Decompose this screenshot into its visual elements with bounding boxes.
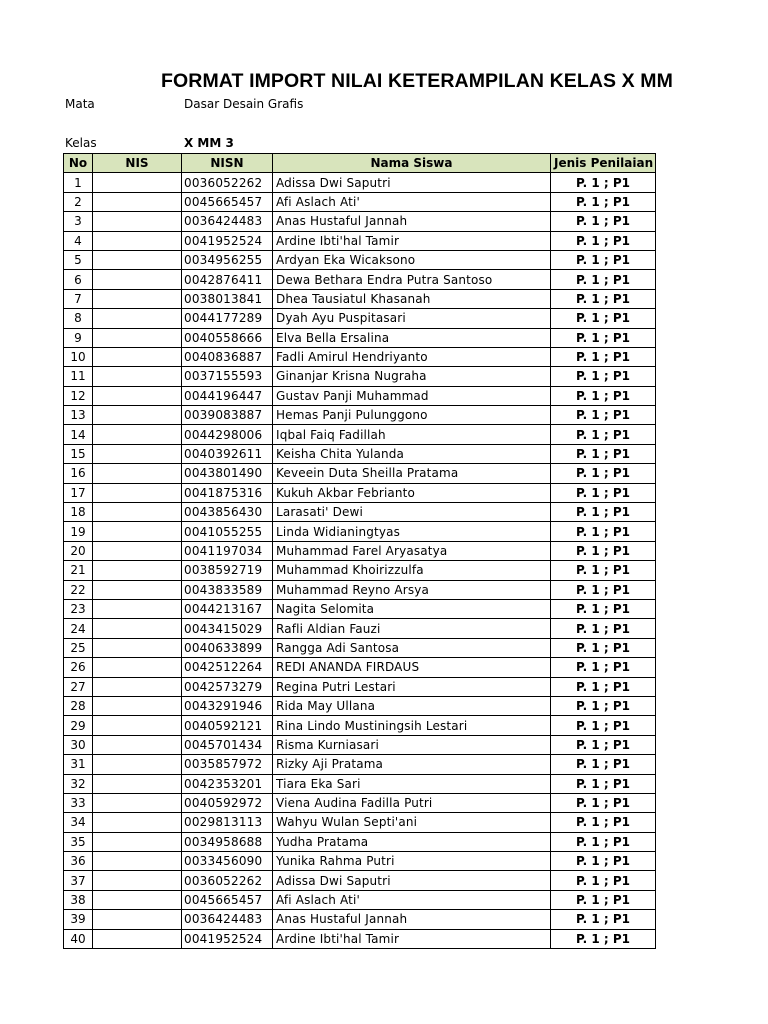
cell-nis bbox=[93, 173, 182, 192]
cell-jenis-penilaian: P. 1 ; P1 bbox=[551, 192, 656, 211]
table-row bbox=[64, 832, 656, 851]
cell-no: 22 bbox=[64, 580, 93, 599]
cell-nisn: 0043833589 bbox=[182, 580, 273, 599]
cell-jenis-penilaian: P. 1 ; P1 bbox=[551, 522, 656, 541]
cell-nisn: 0042573279 bbox=[182, 677, 273, 696]
cell-no: 24 bbox=[64, 619, 93, 638]
cell-jenis-penilaian: P. 1 ; P1 bbox=[551, 580, 656, 599]
cell-nama-siswa: Hemas Panji Pulunggono bbox=[273, 406, 551, 425]
cell-nisn: 0039083887 bbox=[182, 406, 273, 425]
cell-nisn: 0044177289 bbox=[182, 309, 273, 328]
cell-nisn: 0033456090 bbox=[182, 852, 273, 871]
table-row bbox=[64, 774, 656, 793]
cell-nis bbox=[93, 658, 182, 677]
cell-jenis-penilaian: P. 1 ; P1 bbox=[551, 250, 656, 269]
cell-no: 29 bbox=[64, 716, 93, 735]
cell-nama-siswa: Afi Aslach Ati' bbox=[273, 192, 551, 211]
cell-no: 3 bbox=[64, 212, 93, 231]
cell-nama-siswa: Dewa Bethara Endra Putra Santoso bbox=[273, 270, 551, 289]
cell-nisn: 0036424483 bbox=[182, 212, 273, 231]
cell-nama-siswa: Keveein Duta Sheilla Pratama bbox=[273, 464, 551, 483]
cell-nama-siswa: Afi Aslach Ati' bbox=[273, 890, 551, 909]
kelas-value: X MM 3 bbox=[184, 136, 234, 150]
header-no: No bbox=[64, 154, 93, 173]
cell-jenis-penilaian: P. 1 ; P1 bbox=[551, 347, 656, 366]
cell-jenis-penilaian: P. 1 ; P1 bbox=[551, 212, 656, 231]
cell-no: 7 bbox=[64, 289, 93, 308]
cell-no: 12 bbox=[64, 386, 93, 405]
cell-jenis-penilaian: P. 1 ; P1 bbox=[551, 289, 656, 308]
cell-nis bbox=[93, 929, 182, 948]
cell-nis bbox=[93, 774, 182, 793]
cell-jenis-penilaian: P. 1 ; P1 bbox=[551, 270, 656, 289]
cell-nis bbox=[93, 793, 182, 812]
cell-nama-siswa: Yunika Rahma Putri bbox=[273, 852, 551, 871]
cell-no: 6 bbox=[64, 270, 93, 289]
table-row bbox=[64, 871, 656, 890]
table-row bbox=[64, 813, 656, 832]
table-row bbox=[64, 793, 656, 812]
table-row bbox=[64, 289, 656, 308]
table-row bbox=[64, 250, 656, 269]
cell-nis bbox=[93, 599, 182, 618]
cell-jenis-penilaian: P. 1 ; P1 bbox=[551, 231, 656, 250]
cell-jenis-penilaian: P. 1 ; P1 bbox=[551, 619, 656, 638]
table-row bbox=[64, 910, 656, 929]
cell-jenis-penilaian: P. 1 ; P1 bbox=[551, 464, 656, 483]
table-row bbox=[64, 406, 656, 425]
cell-nisn: 0043801490 bbox=[182, 464, 273, 483]
cell-no: 33 bbox=[64, 793, 93, 812]
cell-nis bbox=[93, 483, 182, 502]
cell-jenis-penilaian: P. 1 ; P1 bbox=[551, 599, 656, 618]
cell-no: 19 bbox=[64, 522, 93, 541]
cell-nisn: 0045665457 bbox=[182, 192, 273, 211]
cell-nisn: 0041952524 bbox=[182, 231, 273, 250]
cell-nis bbox=[93, 677, 182, 696]
cell-jenis-penilaian: P. 1 ; P1 bbox=[551, 716, 656, 735]
table-row bbox=[64, 852, 656, 871]
cell-nama-siswa: Nagita Selomita bbox=[273, 599, 551, 618]
cell-nis bbox=[93, 910, 182, 929]
cell-nisn: 0043856430 bbox=[182, 503, 273, 522]
cell-nama-siswa: Muhammad Farel Aryasatya bbox=[273, 541, 551, 560]
header-nisn: NISN bbox=[182, 154, 273, 173]
table-row bbox=[64, 890, 656, 909]
cell-nisn: 0042353201 bbox=[182, 774, 273, 793]
cell-jenis-penilaian: P. 1 ; P1 bbox=[551, 871, 656, 890]
cell-nama-siswa: Risma Kurniasari bbox=[273, 735, 551, 754]
table-row bbox=[64, 212, 656, 231]
table-row bbox=[64, 580, 656, 599]
cell-nisn: 0040592121 bbox=[182, 716, 273, 735]
cell-nama-siswa: Regina Putri Lestari bbox=[273, 677, 551, 696]
cell-nis bbox=[93, 832, 182, 851]
cell-nisn: 0034956255 bbox=[182, 250, 273, 269]
table-row bbox=[64, 735, 656, 754]
cell-jenis-penilaian: P. 1 ; P1 bbox=[551, 910, 656, 929]
cell-jenis-penilaian: P. 1 ; P1 bbox=[551, 638, 656, 657]
cell-nama-siswa: Rida May Ullana bbox=[273, 696, 551, 715]
cell-no: 34 bbox=[64, 813, 93, 832]
cell-nama-siswa: Keisha Chita Yulanda bbox=[273, 444, 551, 463]
cell-nis bbox=[93, 871, 182, 890]
cell-jenis-penilaian: P. 1 ; P1 bbox=[551, 541, 656, 560]
cell-no: 9 bbox=[64, 328, 93, 347]
table-row bbox=[64, 561, 656, 580]
table-row bbox=[64, 619, 656, 638]
cell-jenis-penilaian: P. 1 ; P1 bbox=[551, 852, 656, 871]
cell-nisn: 0041197034 bbox=[182, 541, 273, 560]
cell-nis bbox=[93, 328, 182, 347]
cell-no: 32 bbox=[64, 774, 93, 793]
table-row bbox=[64, 231, 656, 250]
cell-no: 37 bbox=[64, 871, 93, 890]
table-row bbox=[64, 173, 656, 192]
cell-nis bbox=[93, 270, 182, 289]
table-row bbox=[64, 347, 656, 366]
cell-jenis-penilaian: P. 1 ; P1 bbox=[551, 793, 656, 812]
cell-no: 2 bbox=[64, 192, 93, 211]
cell-jenis-penilaian: P. 1 ; P1 bbox=[551, 813, 656, 832]
cell-nama-siswa: Iqbal Faiq Fadillah bbox=[273, 425, 551, 444]
cell-nisn: 0041952524 bbox=[182, 929, 273, 948]
cell-no: 39 bbox=[64, 910, 93, 929]
cell-nis bbox=[93, 638, 182, 657]
cell-jenis-penilaian: P. 1 ; P1 bbox=[551, 561, 656, 580]
cell-nisn: 0044196447 bbox=[182, 386, 273, 405]
cell-jenis-penilaian: P. 1 ; P1 bbox=[551, 386, 656, 405]
cell-no: 28 bbox=[64, 696, 93, 715]
cell-no: 25 bbox=[64, 638, 93, 657]
cell-no: 1 bbox=[64, 173, 93, 192]
table-row bbox=[64, 309, 656, 328]
cell-jenis-penilaian: P. 1 ; P1 bbox=[551, 735, 656, 754]
cell-no: 36 bbox=[64, 852, 93, 871]
cell-no: 18 bbox=[64, 503, 93, 522]
cell-nama-siswa: Ardine Ibti'hal Tamir bbox=[273, 929, 551, 948]
cell-no: 16 bbox=[64, 464, 93, 483]
cell-jenis-penilaian: P. 1 ; P1 bbox=[551, 444, 656, 463]
table-row bbox=[64, 658, 656, 677]
cell-nisn: 0029813113 bbox=[182, 813, 273, 832]
cell-no: 27 bbox=[64, 677, 93, 696]
cell-nis bbox=[93, 192, 182, 211]
cell-nisn: 0036052262 bbox=[182, 173, 273, 192]
table-row bbox=[64, 483, 656, 502]
table-row bbox=[64, 386, 656, 405]
cell-nama-siswa: Ardine Ibti'hal Tamir bbox=[273, 231, 551, 250]
cell-jenis-penilaian: P. 1 ; P1 bbox=[551, 406, 656, 425]
cell-no: 10 bbox=[64, 347, 93, 366]
cell-nis bbox=[93, 561, 182, 580]
table-row bbox=[64, 503, 656, 522]
cell-no: 35 bbox=[64, 832, 93, 851]
cell-nama-siswa: Wahyu Wulan Septi'ani bbox=[273, 813, 551, 832]
cell-nis bbox=[93, 464, 182, 483]
cell-nisn: 0038592719 bbox=[182, 561, 273, 580]
cell-nisn: 0040633899 bbox=[182, 638, 273, 657]
cell-nis bbox=[93, 541, 182, 560]
cell-nisn: 0041055255 bbox=[182, 522, 273, 541]
cell-nama-siswa: Tiara Eka Sari bbox=[273, 774, 551, 793]
table-row bbox=[64, 464, 656, 483]
cell-nis bbox=[93, 406, 182, 425]
cell-nama-siswa: Rizky Aji Pratama bbox=[273, 755, 551, 774]
cell-jenis-penilaian: P. 1 ; P1 bbox=[551, 929, 656, 948]
table-row bbox=[64, 270, 656, 289]
cell-no: 31 bbox=[64, 755, 93, 774]
cell-jenis-penilaian: P. 1 ; P1 bbox=[551, 696, 656, 715]
table-row bbox=[64, 425, 656, 444]
cell-nama-siswa: Rafli Aldian Fauzi bbox=[273, 619, 551, 638]
cell-nama-siswa: Anas Hustaful Jannah bbox=[273, 910, 551, 929]
cell-jenis-penilaian: P. 1 ; P1 bbox=[551, 425, 656, 444]
cell-jenis-penilaian: P. 1 ; P1 bbox=[551, 483, 656, 502]
cell-no: 13 bbox=[64, 406, 93, 425]
cell-nis bbox=[93, 444, 182, 463]
cell-no: 14 bbox=[64, 425, 93, 444]
cell-nama-siswa: Yudha Pratama bbox=[273, 832, 551, 851]
cell-nis bbox=[93, 425, 182, 444]
cell-nis bbox=[93, 250, 182, 269]
cell-nisn: 0040558666 bbox=[182, 328, 273, 347]
cell-nama-siswa: Kukuh Akbar Febrianto bbox=[273, 483, 551, 502]
cell-nis bbox=[93, 367, 182, 386]
cell-nama-siswa: Muhammad Khoirizzulfa bbox=[273, 561, 551, 580]
cell-nama-siswa: Ginanjar Krisna Nugraha bbox=[273, 367, 551, 386]
cell-no: 40 bbox=[64, 929, 93, 948]
cell-nisn: 0034958688 bbox=[182, 832, 273, 851]
cell-nis bbox=[93, 522, 182, 541]
table-row bbox=[64, 192, 656, 211]
table-row bbox=[64, 444, 656, 463]
cell-jenis-penilaian: P. 1 ; P1 bbox=[551, 173, 656, 192]
table-row bbox=[64, 367, 656, 386]
cell-nama-siswa: Muhammad Reyno Arsya bbox=[273, 580, 551, 599]
cell-no: 38 bbox=[64, 890, 93, 909]
cell-nama-siswa: Rina Lindo Mustiningsih Lestari bbox=[273, 716, 551, 735]
cell-jenis-penilaian: P. 1 ; P1 bbox=[551, 328, 656, 347]
cell-nis bbox=[93, 735, 182, 754]
cell-no: 8 bbox=[64, 309, 93, 328]
cell-nama-siswa: Viena Audina Fadilla Putri bbox=[273, 793, 551, 812]
cell-nisn: 0040392611 bbox=[182, 444, 273, 463]
cell-no: 17 bbox=[64, 483, 93, 502]
cell-nisn: 0043415029 bbox=[182, 619, 273, 638]
cell-nis bbox=[93, 212, 182, 231]
cell-nisn: 0035857972 bbox=[182, 755, 273, 774]
cell-jenis-penilaian: P. 1 ; P1 bbox=[551, 774, 656, 793]
cell-nisn: 0042876411 bbox=[182, 270, 273, 289]
cell-nis bbox=[93, 503, 182, 522]
header-jenis-penilaian: Jenis Penilaian bbox=[551, 154, 656, 173]
cell-nis bbox=[93, 347, 182, 366]
table-row bbox=[64, 541, 656, 560]
cell-nama-siswa: Dhea Tausiatul Khasanah bbox=[273, 289, 551, 308]
cell-nis bbox=[93, 289, 182, 308]
cell-no: 5 bbox=[64, 250, 93, 269]
mapel-label: Mata bbox=[65, 97, 95, 111]
cell-nisn: 0045665457 bbox=[182, 890, 273, 909]
cell-nama-siswa: Adissa Dwi Saputri bbox=[273, 871, 551, 890]
cell-nisn: 0036424483 bbox=[182, 910, 273, 929]
page-title: FORMAT IMPORT NILAI KETERAMPILAN KELAS X MM bbox=[161, 70, 673, 92]
cell-nisn: 0036052262 bbox=[182, 871, 273, 890]
cell-no: 26 bbox=[64, 658, 93, 677]
table-row bbox=[64, 929, 656, 948]
table-header-row bbox=[64, 154, 656, 173]
cell-nis bbox=[93, 619, 182, 638]
cell-nama-siswa: Gustav Panji Muhammad bbox=[273, 386, 551, 405]
cell-nis bbox=[93, 309, 182, 328]
cell-jenis-penilaian: P. 1 ; P1 bbox=[551, 309, 656, 328]
cell-nisn: 0044213167 bbox=[182, 599, 273, 618]
cell-nama-siswa: Larasati' Dewi bbox=[273, 503, 551, 522]
cell-jenis-penilaian: P. 1 ; P1 bbox=[551, 890, 656, 909]
cell-jenis-penilaian: P. 1 ; P1 bbox=[551, 503, 656, 522]
page-title-clip bbox=[0, 70, 768, 96]
cell-nisn: 0037155593 bbox=[182, 367, 273, 386]
cell-jenis-penilaian: P. 1 ; P1 bbox=[551, 832, 656, 851]
cell-nis bbox=[93, 580, 182, 599]
cell-nama-siswa: Fadli Amirul Hendriyanto bbox=[273, 347, 551, 366]
header-nama-siswa: Nama Siswa bbox=[273, 154, 551, 173]
cell-nisn: 0041875316 bbox=[182, 483, 273, 502]
cell-nama-siswa: Elva Bella Ersalina bbox=[273, 328, 551, 347]
mapel-value: Dasar Desain Grafis bbox=[184, 97, 304, 111]
cell-nisn: 0045701434 bbox=[182, 735, 273, 754]
cell-nisn: 0043291946 bbox=[182, 696, 273, 715]
cell-nis bbox=[93, 890, 182, 909]
table-row bbox=[64, 696, 656, 715]
cell-nama-siswa: Anas Hustaful Jannah bbox=[273, 212, 551, 231]
cell-nama-siswa: Adissa Dwi Saputri bbox=[273, 173, 551, 192]
table-row bbox=[64, 755, 656, 774]
cell-no: 15 bbox=[64, 444, 93, 463]
cell-nisn: 0042512264 bbox=[182, 658, 273, 677]
cell-nama-siswa: Rangga Adi Santosa bbox=[273, 638, 551, 657]
cell-no: 20 bbox=[64, 541, 93, 560]
cell-jenis-penilaian: P. 1 ; P1 bbox=[551, 677, 656, 696]
cell-jenis-penilaian: P. 1 ; P1 bbox=[551, 367, 656, 386]
header-nis: NIS bbox=[93, 154, 182, 173]
cell-jenis-penilaian: P. 1 ; P1 bbox=[551, 658, 656, 677]
cell-nisn: 0040836887 bbox=[182, 347, 273, 366]
table-row bbox=[64, 522, 656, 541]
cell-nama-siswa: Linda Widianingtyas bbox=[273, 522, 551, 541]
cell-nis bbox=[93, 386, 182, 405]
table-row bbox=[64, 716, 656, 735]
cell-no: 11 bbox=[64, 367, 93, 386]
cell-nis bbox=[93, 813, 182, 832]
cell-nisn: 0044298006 bbox=[182, 425, 273, 444]
cell-nis bbox=[93, 231, 182, 250]
cell-nis bbox=[93, 852, 182, 871]
cell-jenis-penilaian: P. 1 ; P1 bbox=[551, 755, 656, 774]
cell-nama-siswa: REDI ANANDA FIRDAUS bbox=[273, 658, 551, 677]
cell-no: 23 bbox=[64, 599, 93, 618]
cell-nis bbox=[93, 696, 182, 715]
cell-nis bbox=[93, 716, 182, 735]
cell-no: 4 bbox=[64, 231, 93, 250]
cell-nisn: 0038013841 bbox=[182, 289, 273, 308]
cell-nisn: 0040592972 bbox=[182, 793, 273, 812]
table-row bbox=[64, 599, 656, 618]
cell-nama-siswa: Dyah Ayu Puspitasari bbox=[273, 309, 551, 328]
table-row bbox=[64, 638, 656, 657]
cell-nis bbox=[93, 755, 182, 774]
student-table bbox=[63, 153, 656, 949]
cell-no: 30 bbox=[64, 735, 93, 754]
cell-no: 21 bbox=[64, 561, 93, 580]
table-row bbox=[64, 328, 656, 347]
table-row bbox=[64, 677, 656, 696]
cell-nama-siswa: Ardyan Eka Wicaksono bbox=[273, 250, 551, 269]
kelas-label: Kelas bbox=[65, 136, 97, 150]
